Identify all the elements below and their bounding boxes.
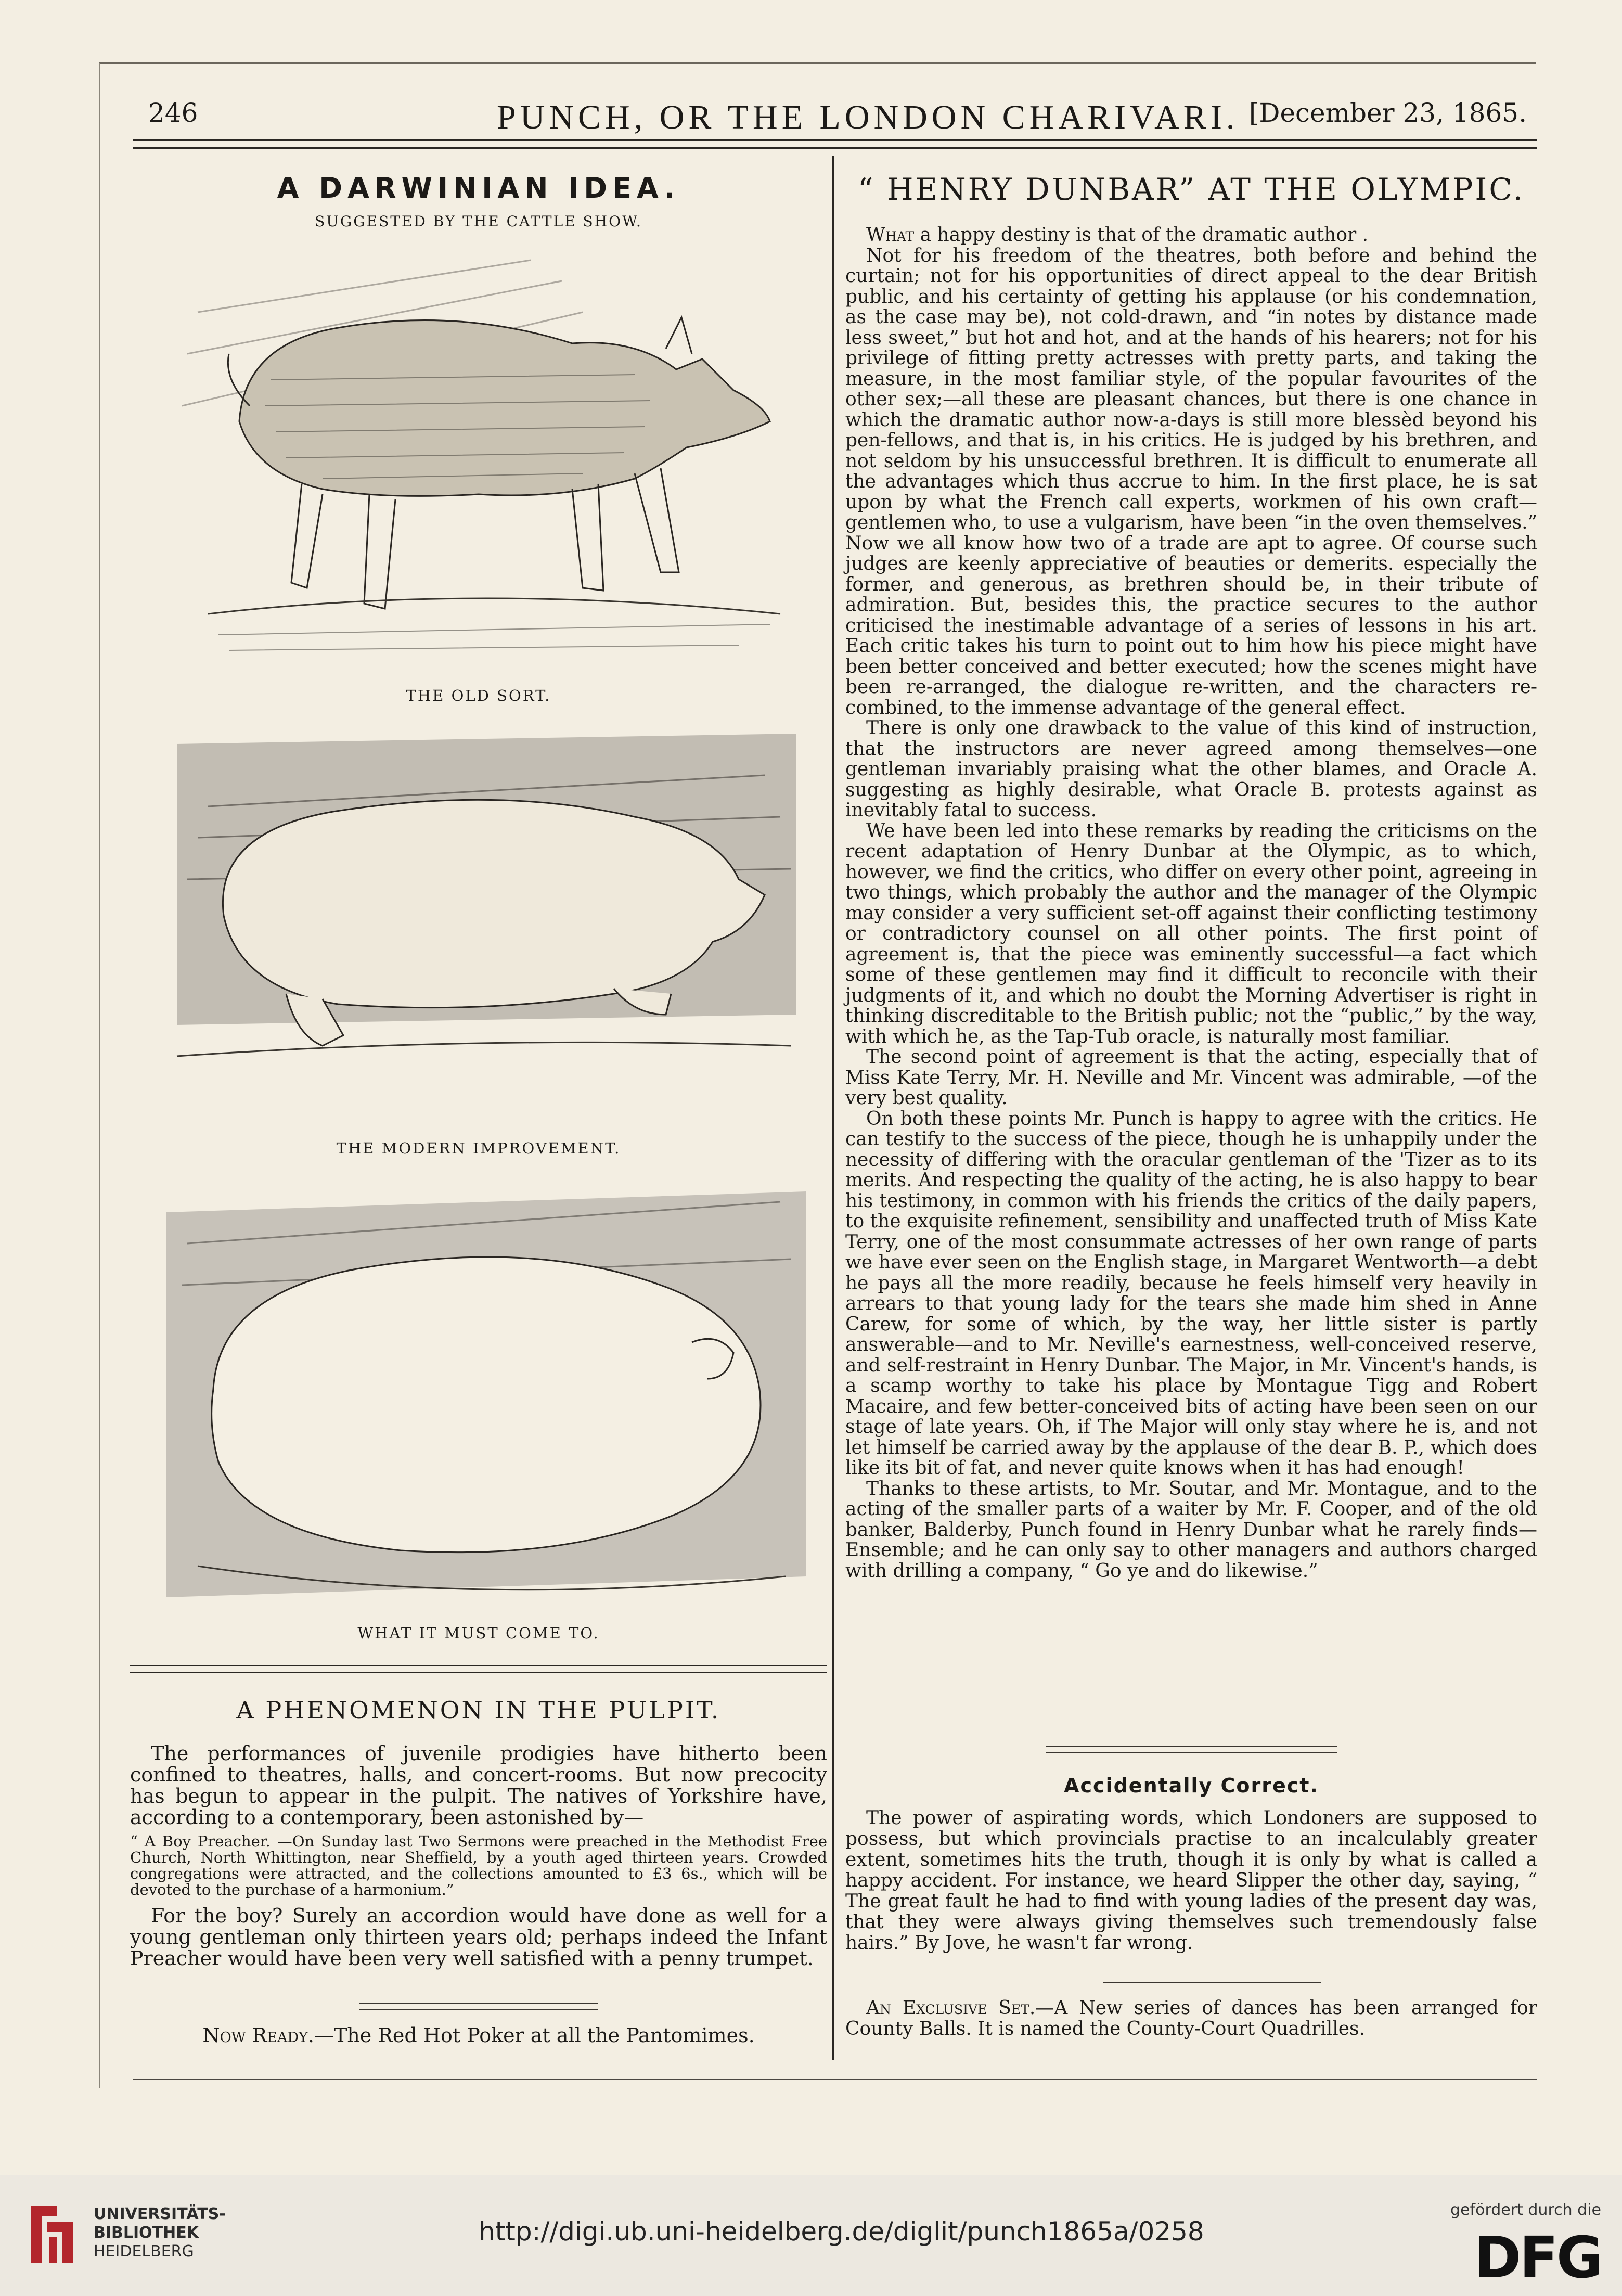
column-divider <box>832 156 834 2060</box>
phenomenon-article <box>130 1743 827 1969</box>
what-it-must-come-to-pig-illustration <box>166 1181 806 1618</box>
old-sort-pig-illustration <box>166 250 806 682</box>
library-name-line-2: BIBLIOTHEK <box>94 2224 199 2242</box>
henry-dunbar-paragraph-3: There is only one drawback to the value of this kind of instruction, that the instructors are never agreed among themselves—one gentleman invariably praising what the other blames, and Oracle A. suggesting as highly desirable, what Oracle B. protests against as inevitably fatal to success. <box>845 717 1537 821</box>
henry-dunbar-paragraph-1-text: a happy destiny is that of the dramatic author . <box>914 224 1369 246</box>
now-ready-line <box>130 2024 827 2047</box>
issue-date: [December 23, 1865. <box>1248 98 1527 128</box>
header-rule <box>133 139 1537 149</box>
caption-old-sort: THE OLD SORT. <box>406 687 551 704</box>
right-column <box>845 172 1537 1581</box>
exclusive-paragraph <box>845 1998 1537 2040</box>
henry-dunbar-paragraph-2: Not for his freedom of the theatres, both before and behind the curtain; not for his opportunities of direct appeal to the dear British public, and his certainty of getting his applause (or his condemnation, as the case may be), not cold-drawn, and “in notes by distance made less sweet,” but hot and hot, and at the hands of his hearers; not for his privilege of fitting pretty actresses with pretty parts, and taking the measure, in the most familiar style, of the popular favourites of the other sex;—all these are pleasant chances, but there is one chance in which the dramatic author now-a-days is still more blessèd beyond his pen-fellows, and that is, in his critics. He is judged by his brethren, and not seldom by his unsuccessful brethren. It is difficult to enumerate all the advantages which thus accrue to him. In the first place, he is sat upon by what the French call experts, workmen of his own craft—gentlemen who, to use a vulgarism, have been “in the oven themselves.” Now we all know how two of a trade are apt to agree. Of course such judges are keenly appreciative of beauties or demerits. especially the former, and generous, as brethren should be, in their tribute of admiration. But, besides this, the practice secures to the author criticised the inestimable advantage of a series of lessons in his art. Each critic takes his turn to point out to him how his piece might have been better conceived and better executed; how the scenes might have been re-arranged, the dialogue re-written, and the characters re-combined, to the immense advantage of the general effect. <box>845 245 1537 719</box>
exclusive-rule <box>1103 1982 1321 1983</box>
exclusive-article <box>845 1998 1537 2040</box>
phenomenon-paragraph-1: The performances of juvenile prodigies have hitherto been confined to theatres, halls, and concert-rooms. But now precocity has begun to appear in the pulpit. The natives of Yorkshire have, according to a contemporary, been astonished by— <box>130 1742 827 1829</box>
henry-dunbar-paragraph-1 <box>845 225 1537 246</box>
permalink-url[interactable]: http://digi.ub.uni-heidelberg.de/diglit/punch1865a/0258 <box>479 2216 1204 2247</box>
henry-dunbar-article <box>845 225 1537 1581</box>
henry-dunbar-paragraph-6: On both these points Mr. Punch is happy to agree with the critics. He can testify to the success of the piece, though he is unhappily under the necessity of differing with the oracular gentleman of the 'Tizer as to its merits. And respecting the quality of the acting, he is also happy to bear his testimony, in common with his friends the critics of the daily papers, to the exquisite refinement, sensibility and unaffected truth of Miss Kate Terry, one of the most consummate actresses of her own range of parts we have ever seen on the English stage, in Margaret Wentworth—a debt he pays all the more readily, because he feels himself very heavily in arrears to that young lady for the tears she made him shed in Anne Carew, for some of which, by the way, her little sister is partly answerable—and to Mr. Neville's earnestness, well-conceived reserve, and self-restraint in Henry Dunbar. The Major, in Mr. Vincent's hands, is a scamp worthy to take his place by Montague Tigg and Robert Macaire, and few better-conceived bits of acting have been seen on our stage of late years. Oh, if The Major will only stay where he is, and not let himself be carried away by the applause of the dear B. P., which does like its bit of fat, and never quite knows when it has had enough! <box>845 1108 1537 1479</box>
phenomenon-title: A PHENOMENON IN THE PULPIT. <box>236 1696 721 1724</box>
modern-improvement-pig-illustration <box>166 723 806 1098</box>
dfg-funding-caption: gefördert durch die <box>1450 2201 1601 2219</box>
caption-modern-improvement: THE MODERN IMPROVEMENT. <box>336 1139 621 1157</box>
henry-dunbar-title: “ HENRY DUNBAR” AT THE OLYMPIC. <box>857 172 1525 207</box>
accidentally-title: Accidentally Correct. <box>1064 1774 1319 1797</box>
accidentally-paragraph: The power of aspirating words, which Londoners are supposed to possess, but which provincials practise to an incalculably greater extent, sometimes hits the truth, though it is only by what is called a happy accident. For instance, we heard Slipper the other day, saying, “ The great fault he had to find with young ladies of the present day was, that they were always giving themselves such tremendously false hairs.” By Jove, he wasn't far wrong. <box>845 1807 1537 1954</box>
bottom-rule <box>133 2079 1537 2080</box>
section-rule <box>130 1665 827 1673</box>
henry-dunbar-paragraph-7: Thanks to these artists, to Mr. Soutar, and Mr. Montague, and to the acting of the smaller parts of a waiter by Mr. F. Cooper, and of the old banker, Balderby, Punch found in Henry Dunbar what he rarely finds—Ensemble; and he can only say to other managers and authors charged with drilling a company, “ Go ye and do likewise.” <box>845 1478 1537 1582</box>
university-library-logo-icon[interactable] <box>21 2196 83 2274</box>
dfg-logo[interactable]: DFG <box>1474 2224 1601 2291</box>
darwinian-title: A DARWINIAN IDEA. <box>277 172 680 204</box>
left-column <box>130 172 827 2047</box>
henry-dunbar-paragraph-4: We have been led into these remarks by reading the criticisms on the recent adaptation of Henry Dunbar at the Olympic, as to which, however, we find the critics, who differ on every other point, agreeing in two things, which probably the author and the manager of the Olympic may consider a very sufficient set-off against their conflicting testimony or contradictory counsel on all other points. The first point of agreement is, that the piece was eminently successful—a fact which some of these gentlemen may find it difficult to reconcile with their judgments of it, and which no doubt the Morning Advertiser is right in thinking discreditable to the British public; not the “public,” by the way, with which he, as the Tap-Tub oracle, is naturally most familiar. <box>845 820 1537 1047</box>
now-ready-text: —The Red Hot Poker at all the Pantomimes. <box>314 2024 755 2047</box>
phenomenon-quote: “ A Boy Preacher. —On Sunday last Two Sermons were preached in the Methodist Free Church, North Whittington, near Sheffield, by a youth aged thirteen years. Crowded congregations were attracted, and the collections amounted to £3 6s., which will be devoted to the purchase of a harmonium.” <box>130 1832 827 1899</box>
now-ready-label: Now Ready. <box>202 2024 314 2047</box>
phenomenon-paragraph-2: For the boy? Surely an accordion would have done as well for a young gentleman only thirteen years old; perhaps indeed the Infant Preacher would have been very well satisfied with a penny trumpet. <box>130 1904 827 1970</box>
now-ready-rule <box>359 2003 598 2010</box>
darwinian-subtitle: SUGGESTED BY THE CATTLE SHOW. <box>315 213 642 230</box>
library-name-line-1: UNIVERSITÄTS- <box>94 2205 226 2223</box>
university-library-name[interactable] <box>94 2205 226 2261</box>
henry-dunbar-lead-word: What <box>866 224 915 246</box>
viewer-footer <box>0 2175 1622 2296</box>
henry-dunbar-paragraph-5: The second point of agreement is that the acting, especially that of Miss Kate Terry, Mr. H. Neville and Mr. Vincent was admirable, —of the very best quality. <box>845 1046 1537 1109</box>
page-number: 246 <box>148 98 198 128</box>
running-head <box>143 98 1537 139</box>
library-name-line-3: HEIDELBERG <box>94 2242 194 2261</box>
caption-what-it-must-come-to: WHAT IT MUST COME TO. <box>357 1624 600 1642</box>
accidentally-article <box>845 1808 1537 1954</box>
periodical-title: PUNCH, OR THE LONDON CHARIVARI. <box>497 98 1239 136</box>
exclusive-label: An Exclusive Set. <box>866 1997 1036 2019</box>
exclusive-text: —A New series of dances has been arranged for County Balls. It is named the County-Court Quadrilles. <box>845 1997 1537 2040</box>
accidentally-rule <box>1046 1746 1337 1753</box>
